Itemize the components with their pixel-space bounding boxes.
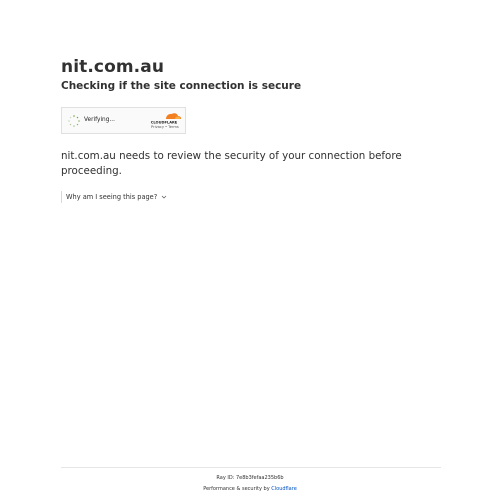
verifying-text: Verifying... (84, 117, 115, 123)
chevron-down-icon (161, 194, 167, 200)
turnstile-widget[interactable] (61, 107, 186, 134)
terms-link[interactable]: Terms (168, 125, 179, 129)
footer-divider (61, 467, 441, 468)
review-message: nit.com.au needs to review the security of your connection before proceeding. (61, 150, 402, 177)
link-separator: • (165, 125, 168, 129)
performance-credit (0, 486, 500, 493)
cloudflare-link[interactable]: Cloudflare (271, 486, 297, 492)
widget-links (151, 125, 179, 130)
why-label: Why am I seeing this page? (66, 193, 158, 201)
perf-prefix: Performance & security by (203, 486, 272, 492)
ray-id: Ray ID: 7e8b3fefaa235b6b (216, 475, 284, 481)
spinner-icon (68, 115, 80, 127)
page-title: nit.com.au (61, 57, 165, 77)
cloudflare-brand-text: CLOUDFLARE (150, 120, 178, 125)
page-subtitle: Checking if the site connection is secure (61, 80, 302, 92)
privacy-link[interactable]: Privacy (151, 125, 165, 129)
cloudflare-logo-icon (146, 112, 182, 125)
why-am-i-seeing-toggle[interactable] (61, 191, 167, 203)
